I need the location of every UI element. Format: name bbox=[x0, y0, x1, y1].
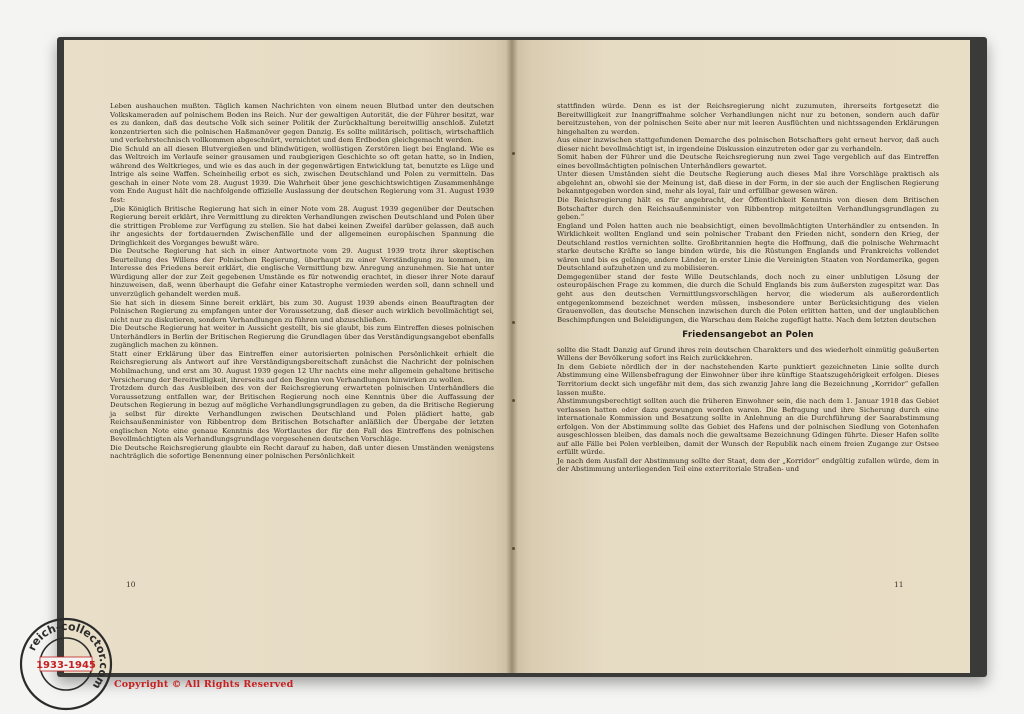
right-paragraph: Abstimmungsberechtigt sollten auch die früheren Einwohner sein, die nach dem 1. Januar 1918 das Gebiet verlassen hatten oder dazu gezwungen worden waren. Die Befragung und ihre Sicherung durch eine internationale Kommission und Besatzung sollte in Anlehnung an die Durchführung der Saarabstimmung erfolgen. Von der Abstimmung sollte das Gebiet des Hafens und der polnischen Siedlung von Gotenhafen ausgeschlossen bleiben, das damals noch die gewaltsame Bezeichnung Gdingen führte. Dieser Hafen sollte auf alle Fälle bei Polen verbleiben, damit der Wunsch der Republik nach einem freien Zugange zur Ostsee erfüllt würde. bbox=[557, 397, 939, 457]
copyright-notice: Copyright © All Rights Reserved bbox=[114, 679, 294, 690]
binding-stitch bbox=[512, 547, 515, 550]
stamp-center-text: 1933-1945 bbox=[36, 660, 96, 671]
left-paragraph: Leben aushauchen mußten. Täglich kamen Nachrichten von einem neuen Blutbad unter den deutschen Volkskameraden auf polnischem Boden ins Reich. Nur der gewaltigen Autorität, die der Führer besitzt, war es zu danken, daß das deutsche Volk sich seiner Politik der Zurückhaltung bereitwillig anschloß. Zuletzt konzentrierten sich die polnischen Haßmanöver gegen Danzig. Es sollte militärisch, politisch, wirtschaftlich und verkehrstechnisch vollkommen abgeschnürt, vernichtet und dem Erdboden gleichgemacht werden. bbox=[110, 102, 494, 145]
left-paragraph: Die Deutsche Reichsregierung glaubte ein Recht darauf zu haben, daß unter diesen Umständen wenigstens nachträglich die sofortige Benennung einer polnischen Persönlichkeit bbox=[110, 443, 494, 461]
page-number-right: 11 bbox=[894, 580, 904, 589]
binding-stitch bbox=[512, 152, 515, 155]
stamp-ring-text: reich-collector.com bbox=[25, 619, 111, 692]
binding-stitch bbox=[512, 321, 515, 324]
left-paragraph: Sie hat sich in diesem Sinne bereit erklärt, bis zum 30. August 1939 abends einen Beauftragten der Polnischen Regierung zu empfangen unter der Voraussetzung, daß dieser auch wirklich bevollmächtigt sei, nicht nur zu diskutieren, sondern Verhandlungen zu führen und abzuschließen. bbox=[110, 298, 494, 324]
right-paragraph: Unter diesen Umständen sieht die Deutsche Regierung auch dieses Mal ihre Vorschläge praktisch als abgelehnt an, obwohl sie der Meinung ist, daß diese in der Form, in der sie auch der Englischen Regierung bekanntgegeben worden sind, mehr als loyal, fair und erfüllbar gewesen wären. bbox=[557, 170, 939, 196]
binding-stitch bbox=[512, 399, 515, 402]
collector-stamp bbox=[16, 614, 116, 714]
page-number-left: 10 bbox=[126, 580, 136, 589]
right-paragraph: Aus einer inzwischen stattgefundenen Demarche des polnischen Botschafters geht erneut hervor, daß auch dieser nicht bevollmächtigt ist, in irgendeine Diskussion einzutreten oder gar zu verhandeln. bbox=[557, 136, 939, 153]
right-page bbox=[512, 40, 970, 673]
right-paragraph: sollte die Stadt Danzig auf Grund ihres rein deutschen Charakters und des wiederholt einmütig geäußerten Willens der Bevölkerung sofort ins Reich zurückkehren. bbox=[557, 345, 939, 363]
left-paragraph: Die Deutsche Regierung hat sich in einer Antwortnote vom 29. August 1939 trotz ihrer skeptischen Beurteilung des Willens der Polnischen Regierung, überhaupt zu einer Verständigung zu kommen, im Interesse des Friedens bereit erklärt, die englische Vermittlung bzw. Anregung anzunehmen. Sie hat unter Würdigung aller der zur Zeit gegebenen Umstände es für notwendig erachtet, in dieser ihrer Note darauf hinzuweisen, daß, wenn überhaupt die Gefahr einer Katastrophe vermieden werden soll, dann schnell und unverzüglich gehandelt werden muß. bbox=[110, 247, 494, 299]
section-heading: Friedensangebot an Polen bbox=[682, 330, 814, 341]
left-page-text bbox=[110, 102, 494, 461]
right-page-text bbox=[557, 102, 939, 474]
right-paragraph: Je nach dem Ausfall der Abstimmung sollte der Staat, dem der „Korridor“ endgültig zufallen würde, dem in der Abstimmung unterliegenden Teil eine exterritoriale Straßen- und bbox=[557, 456, 939, 474]
right-paragraph: stattfinden würde. Denn es ist der Reichsregierung nicht zuzumuten, ihrerseits fortgesetzt die Bereitwilligkeit zur Inangriffnahme solcher Verhandlungen nicht nur zu betonen, sondern auch dafür bereitzustehen, von der polnischen Seite aber nur mit leeren Ausflüchten und nichtssagenden Erklärungen hingehalten zu werden. bbox=[557, 102, 939, 136]
left-paragraph: Die Schuld an all diesen Blutvergießen und blindwütigen, wollüstigen Zerstören liegt bei England. Wie es das Weltreich im Verlaufe seiner grausamen und raubgierigen Geschichte so oft getan hatte, so in Indien, während des Weltkrieges, und wie es das auch in der gegenwärtigen Entwicklung tat, benutzte es Lüge und Intrige als seine Waffen. Scheinheilig erbot es sich, zwischen Deutschland und Polen zu vermitteln. Das geschah in einer Note vom 28. August 1939. Die Wahrheit über jene geschichtswichtigen Zusammenhänge vom Ende August hält die nachfolgende offizielle Auslassung der deutschen Regierung vom 31. August 1939 fest: bbox=[110, 144, 494, 205]
right-paragraph: Demgegenüber stand der feste Wille Deutschlands, doch noch zu einer unblutigen Lösung der osteuropäischen Frage zu kommen, die durch die Schuld Englands bis zum äußersten zugespitzt war. Das geht aus den deutschen Vermittlungsvorschlägen hervor, die wiederum als außerordentlich entgegenkommend bezeichnet werden müssen, insbesondere unter Berücksichtigung des vielen Grauenvollen, das deutsche Menschen inzwischen durch die Polen erlitten hatten, und der unglaublichen Beschimpfungen und Beleidigungen, die Warschau dem Reiche zugefügt hatte. Nach dem letzten deutschen bbox=[557, 272, 939, 324]
right-paragraph: Somit haben der Führer und die Deutsche Reichsregierung nun zwei Tage vergeblich auf das Eintreffen eines bevollmächtigten polnischen Unterhändlers gewartet. bbox=[557, 153, 939, 170]
left-page bbox=[64, 40, 512, 673]
right-paragraph: Die Reichsregierung hält es für angebracht, der Öffentlichkeit Kenntnis von diesen dem Britischen Botschafter durch den Reichsaußenminister von Ribbentrop mitgeteilten Verhandlungsgrundlagen zu geben.“ bbox=[557, 196, 939, 222]
left-paragraph: „Die Königlich Britische Regierung hat sich in einer Note vom 28. August 1939 gegenüber der Deutschen Regierung bereit erklärt, ihre Vermittlung zu direkten Verhandlungen zwischen Deutschland und Polen über die strittigen Probleme zur Verfügung zu stellen. Sie hat dabei keinen Zweifel darüber gelassen, daß auch ihr angesichts der fortdauernden Zwischenfälle und der allgemeinen europäischen Spannung die Dringlichkeit des Vorganges bewußt wäre. bbox=[110, 204, 494, 247]
right-paragraph: England und Polen hatten auch nie beabsichtigt, einen bevollmächtigten Unterhändler zu entsenden. In Wirklichkeit wollten England und sein polnischer Trabant den Frieden nicht, sondern den Krieg, der Deutschland restlos vernichten sollte. Großbritannien hegte die Hoffnung, daß die polnische Wehrmacht starke deutsche Kräfte so lange binden würde, bis die Rüstungen Englands und Frankreichs vollendet wären und bis es gelänge, andere Länder, in erster Linie die Vereinigten Staaten von Nordamerika, gegen Deutschland aufzuhetzen und zu mobilisieren. bbox=[557, 221, 939, 273]
left-paragraph: Die Deutsche Regierung hat weiter in Aussicht gestellt, bis sie glaubt, bis zum Eintreffen dieses polnischen Unterhändlers in Berlin der Britischen Regierung die Grundlagen über das Verständigungsangebot ebenfalls zugänglich machen zu können. bbox=[110, 324, 494, 350]
left-paragraph: Trotzdem durch das Ausbleiben des von der Reichsregierung erwarteten polnischen Unterhändlers die Voraussetzung entfallen war, der Britischen Regierung noch eine Kenntnis über die Auffassung der Deutschen Regierung in bezug auf mögliche Verhandlungsgrundlagen zu geben, da die Britische Regierung ja selbst für direkte Verhandlungen zwischen Deutschland und Polen plädiert hatte, gab Reichsaußenminister von Ribbentrop dem Britischen Botschafter anläßlich der Übergabe der letzten englischen Note eine genaue Kenntnis des Wortlautes der für den Fall des Eintreffens des polnischen Bevollmächtigten als Verhandlungsgrundlage vorgesehenen deutschen Vorschläge. bbox=[110, 384, 494, 444]
book-gutter bbox=[506, 40, 518, 673]
left-paragraph: Statt einer Erklärung über das Eintreffen einer autorisierten polnischen Persönlichkeit erhielt die Reichsregierung als Antwort auf ihre Verständigungsbereitschaft zunächst die Nachricht der polnischen Mobilmachung, und erst am 30. August 1939 gegen 12 Uhr nachts eine mehr allgemein gehaltene britische Versicherung der Bereitwilligkeit, ihrerseits auf den Beginn von Verhandlungen hinwirken zu wollen. bbox=[110, 349, 494, 384]
right-paragraph: In dem Gebiete nördlich der in der nachstehenden Karte punktiert gezeichneten Linie sollte durch Abstimmung eine Willensbefragung der Einwohner über ihre künftige Staatszugehörigkeit erfolgen. Dieses Territorium deckt sich ungefähr mit dem, das sich zwanzig Jahre lang die Bezeichnung „Korridor“ gefallen lassen mußte. bbox=[557, 362, 939, 397]
